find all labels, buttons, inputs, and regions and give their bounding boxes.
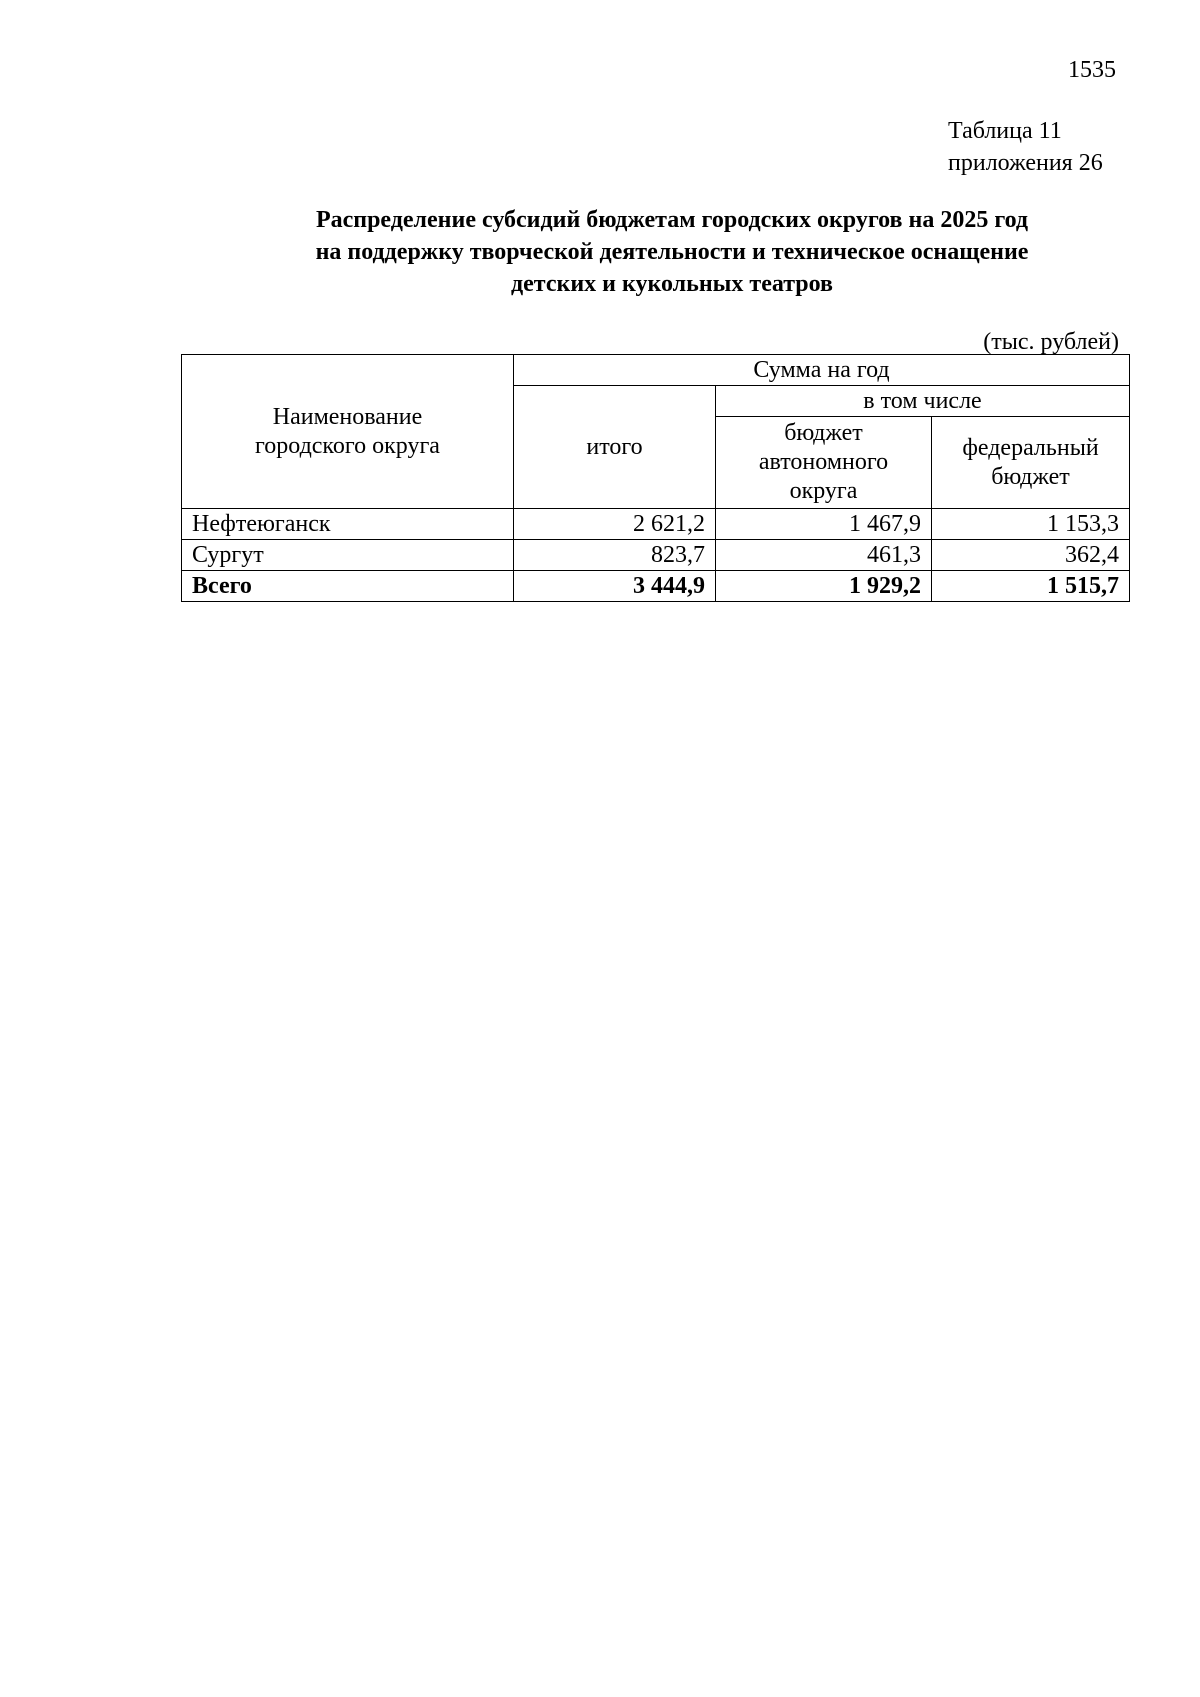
header-district-name-line2: городского округа — [255, 432, 440, 459]
header-region-budget — [716, 417, 932, 509]
row-federal-budget: 362,4 — [932, 540, 1130, 571]
row-district-name: Сургут — [182, 540, 514, 571]
header-federal-budget-line2: бюджет — [991, 463, 1070, 490]
header-federal-budget — [932, 417, 1130, 509]
total-row-label: Всего — [182, 571, 514, 602]
row-total: 823,7 — [514, 540, 716, 571]
document-title-line2: на поддержку творческой деятельности и техническое оснащение — [315, 239, 1029, 265]
row-region-budget: 461,3 — [716, 540, 932, 571]
document-title-line3: детских и кукольных театров — [510, 271, 834, 297]
table-row — [182, 540, 1130, 571]
header-row-1 — [182, 355, 1130, 386]
row-district-name: Нефтеюганск — [182, 509, 514, 540]
document-title-line1: Распределение субсидий бюджетам городских округов на 2025 год — [315, 207, 1029, 233]
row-region-budget: 1 467,9 — [716, 509, 932, 540]
total-row — [182, 571, 1130, 602]
table-reference-line1: Таблица 11 — [948, 118, 1062, 144]
units-label: (тыс. рублей) — [983, 329, 1119, 355]
table-row — [182, 509, 1130, 540]
page-number: 1535 — [1068, 57, 1116, 83]
header-district-name-line1: Наименование — [272, 403, 423, 430]
header-total: итого — [514, 386, 716, 509]
total-row-total: 3 444,9 — [514, 571, 716, 602]
total-row-region-budget: 1 929,2 — [716, 571, 932, 602]
table-reference-line2: приложения 26 — [948, 150, 1103, 176]
header-including: в том числе — [716, 386, 1130, 417]
header-region-budget-line3: округа — [789, 478, 858, 504]
total-row-federal-budget: 1 515,7 — [932, 571, 1130, 602]
table-reference — [948, 115, 1103, 179]
header-district-name — [182, 355, 514, 509]
row-federal-budget: 1 153,3 — [932, 509, 1130, 540]
header-region-budget-line1: бюджет — [784, 420, 863, 446]
header-region-budget-line2: автономного — [758, 449, 889, 475]
subsidy-table — [181, 354, 1130, 602]
row-total: 2 621,2 — [514, 509, 716, 540]
header-federal-budget-line1: федеральный — [962, 434, 1099, 461]
document-title — [160, 204, 1184, 300]
header-sum-per-year: Сумма на год — [514, 355, 1130, 386]
